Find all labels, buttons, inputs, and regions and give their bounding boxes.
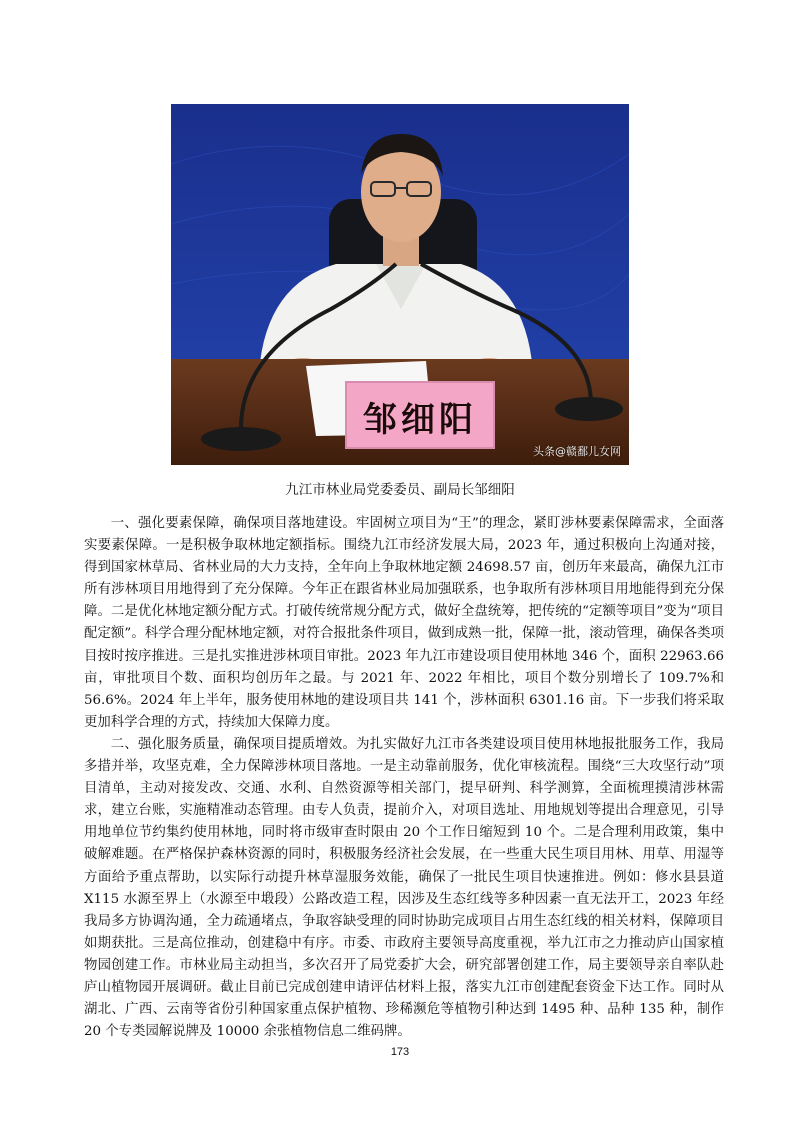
official-portrait-photo — [171, 104, 629, 465]
paragraph-2: 二、强化服务质量，确保项目提质增效。为扎实做好九江市各类建设项目使用林地报批服务工作，我局多措并举，攻坚克难，全力保障涉林项目落地。一是主动靠前服务，优化审核流程。围绕“三大攻坚行动”项目清单，主动对接发改、交通、水利、自然资源等相关部门，提早研判、科学测算，全面梳理摸清涉林需求，建立台账，实施精准动态管理。由专人负责，提前介入，对项目选址、用地规划等提出合理意见，引导用地单位节约集约使用林地，同时将市级审查时限由 20 个工作日缩短到 10 个。二是合理利用政策，集中破解难题。在严格保护森林资源的同时，积极服务经济社会发展，在一些重大民生项目用林、用草、用湿等方面给予重点帮助，以实际行动提升林草湿服务效能，确保了一批民生项目快速推进。例如：修水县县道 X115 水源至界上（水源至中塅段）公路改造工程，因涉及生态红线等多种因素一直无法开工，2023 年经我局多方协调沟通，全力疏通堵点，争取容缺受理的同时协助完成项目占用生态红线的相关材料，保障项目如期获批。三是高位推动，创建稳中有序。市委、市政府主要领导高度重视，举九江市之力推动庐山国家植物园创建工作。市林业局主动担当，多次召开了局党委扩大会，研究部署创建工作，局主要领导亲自率队赴庐山植物园开展调研。截止目前已完成创建申请评估材料上报，落实九江市创建配套资金下达工作。同时从湖北、广西、云南等省份引种国家重点保护植物、珍稀濒危等植物引种达到 1495 种、品种 135 种，制作 20 个专类园解说牌及 10000 余张植物信息二维码牌。 — [84, 736, 724, 1040]
microphone-base-left — [201, 427, 281, 451]
paragraph-1: 一、强化要素保障，确保项目落地建设。牢固树立项目为“王”的理念，紧盯涉林要素保障需求，全面落实要素保障。一是积极争取林地定额指标。围绕九江市经济发展大局，2023 年，通过积极向上沟通对接，得到国家林草局、省林业局的大力支持，全年向上争取林地定额 24698.57 亩，创历年来最高，确保九江市所有涉林项目用地得到了充分保障。今年正在跟省林业局加强联系，也争取所有涉林项目用地能得到充分保障。二是优化林地定额分配方式。打破传统常规分配方式，做好全盘统筹，把传统的“定额等项目”变为“项目配定额”。科学合理分配林地定额，对符合报批条件项目，做到成熟一批，保障一批，滚动管理，确保各类项目按时按序推进。三是扎实推进涉林项目审批。2023 年九江市建设项目使用林地 346 个，面积 22963.66 亩，审批项目个数、面积均创历年之最。与 2021 年、2022 年相比，项目个数分别增长了 109.7%和 56.6%。2024 年上半年，服务使用林地的建设项目共 141 个，涉林面积 6301.16 亩。下一步我们将采取更加科学合理的方式，持续加大保障力度。 — [84, 516, 724, 730]
watermark: 头条@赣鄱儿女网 — [533, 445, 621, 458]
page-number: 173 — [390, 1046, 410, 1058]
microphone-base-right — [555, 397, 623, 421]
photo-caption: 九江市林业局党委委员、副局长邹细阳 — [285, 482, 515, 498]
article-body — [84, 513, 724, 1043]
nameplate-text: 邹细阳 — [363, 400, 477, 440]
